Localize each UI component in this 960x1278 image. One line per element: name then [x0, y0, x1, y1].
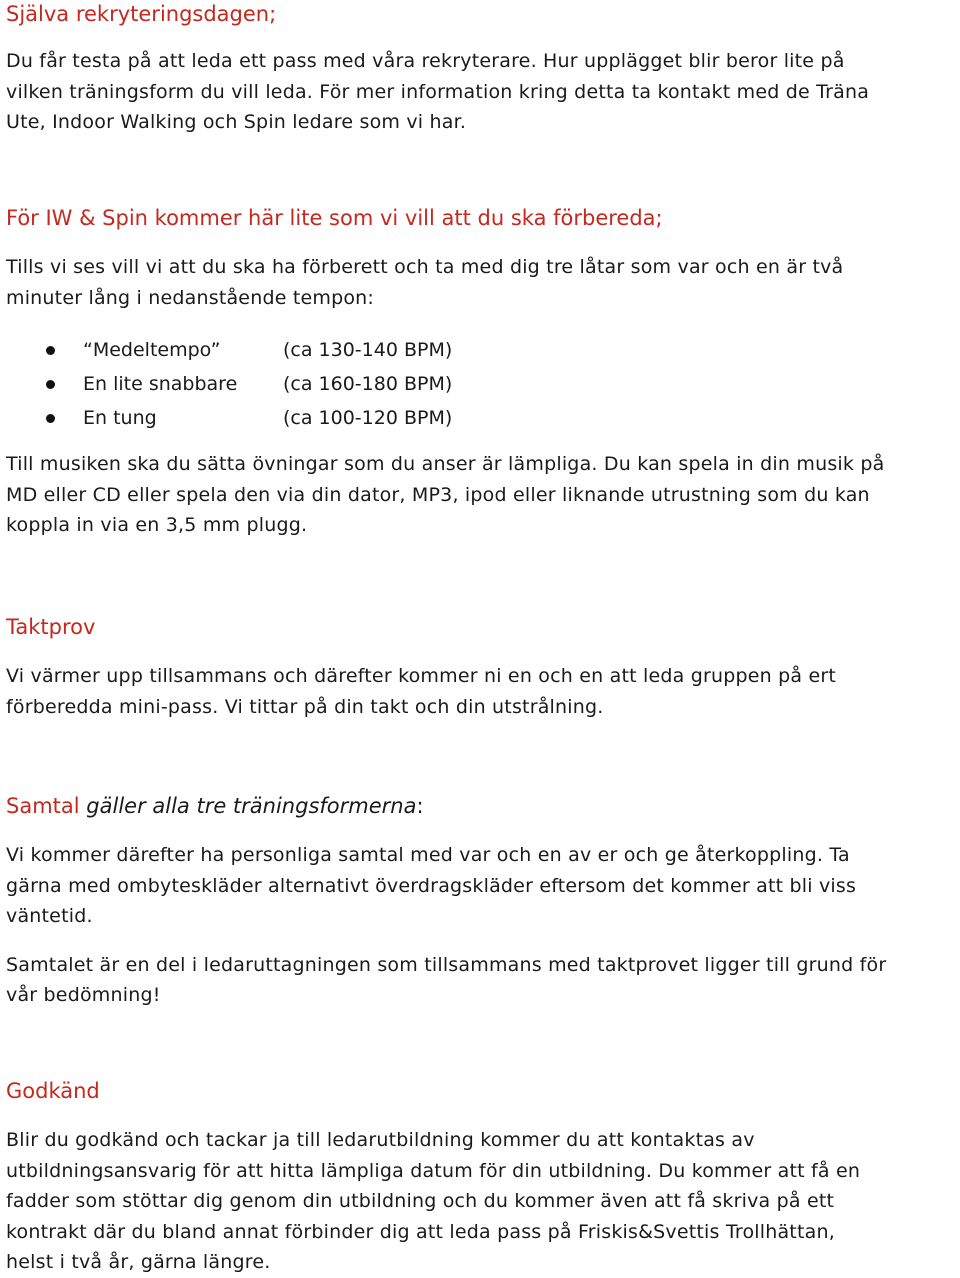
tempo-name: En lite snabbare — [83, 373, 238, 395]
tempo-bpm: (ca 100-120 BPM) — [283, 407, 453, 429]
section-heading: För IW & Spin kommer här lite som vi vill att du ska förbereda; — [6, 206, 663, 230]
section-paragraph — [6, 840, 960, 932]
text-line: Ute, Indoor Walking och Spin ledare som vi har. — [6, 111, 467, 133]
list-item — [6, 333, 960, 367]
section-heading: Själva rekryteringsdagen; — [6, 2, 277, 26]
text-line: MD eller CD eller spela den via din dator, MP3, ipod eller liknande utrustning som du kan — [6, 483, 870, 506]
section-paragraph — [6, 46, 960, 138]
tempo-bpm: (ca 130-140 BPM) — [283, 339, 453, 361]
section-rekryteringsdagen — [6, 0, 960, 138]
text-line: förberedda mini-pass. Vi tittar på din takt och din utstrålning. — [6, 695, 604, 718]
section-paragraph — [6, 449, 960, 541]
text-line: helst i två år, gärna längre. — [6, 1251, 271, 1273]
text-line: Vi värmer upp tillsammans och därefter kommer ni en och en att leda gruppen på ert — [6, 665, 837, 687]
text-line: Vi kommer därefter ha personliga samtal med var och en av er och ge återkoppling. Ta — [6, 844, 850, 866]
section-paragraph — [6, 950, 960, 1011]
tempo-name: “Medeltempo” — [83, 339, 221, 361]
section-iw-spin — [6, 204, 960, 541]
text-line: koppla in via en 3,5 mm plugg. — [6, 514, 308, 536]
tempo-bpm: (ca 160-180 BPM) — [283, 373, 453, 395]
tempo-list — [6, 333, 960, 435]
list-item — [6, 401, 960, 435]
heading-keyword: Samtal — [6, 794, 80, 818]
text-line: vilken träningsform du vill leda. För mer information kring detta ta kontakt med de Träna — [6, 80, 870, 103]
section-samtal — [6, 792, 960, 1011]
bullet-icon — [46, 380, 55, 389]
text-line: Samtalet är en del i ledaruttagningen som tillsammans med taktprovet ligger till grund för — [6, 953, 887, 976]
tempo-name: En tung — [83, 407, 157, 429]
section-godkand — [6, 1077, 960, 1278]
section-heading — [6, 792, 960, 820]
section-heading: Godkänd — [6, 1079, 100, 1103]
heading-suffix: : — [416, 794, 424, 818]
text-line: fadder som stöttar dig genom din utbildning och du kommer även att få skriva på ett — [6, 1190, 835, 1212]
bullet-icon — [46, 414, 55, 423]
section-paragraph — [6, 252, 960, 313]
text-line: vår bedömning! — [6, 984, 161, 1006]
section-heading: Taktprov — [6, 615, 96, 639]
bullet-icon — [46, 346, 55, 355]
text-line: kontrakt där du bland annat förbinder dig att leda pass på Friskis&Svettis Trollhättan, — [6, 1220, 835, 1243]
heading-subtitle: gäller alla tre träningsformerna — [86, 794, 417, 818]
section-taktprov — [6, 613, 960, 722]
list-item — [6, 367, 960, 401]
text-line: Blir du godkänd och tackar ja till ledarutbildning kommer du att kontaktas av — [6, 1129, 755, 1151]
text-line: Till musiken ska du sätta övningar som du anser är lämpliga. Du kan spela in din musik på — [6, 453, 885, 475]
text-line: Du får testa på att leda ett pass med våra rekryterare. Hur upplägget blir beror lite på — [6, 50, 845, 72]
text-line: väntetid. — [6, 905, 93, 927]
text-line: Tills vi ses vill vi att du ska ha förberett och ta med dig tre låtar som var och en är två — [6, 256, 844, 278]
text-line: utbildningsansvarig för att hitta lämpliga datum för din utbildning. Du kommer att få en — [6, 1159, 861, 1182]
text-line: minuter lång i nedanstående tempon: — [6, 286, 375, 309]
section-paragraph — [6, 1125, 960, 1278]
section-paragraph — [6, 661, 960, 722]
text-line: gärna med ombyteskläder alternativt överdragskläder eftersom det kommer att bli viss — [6, 874, 857, 897]
